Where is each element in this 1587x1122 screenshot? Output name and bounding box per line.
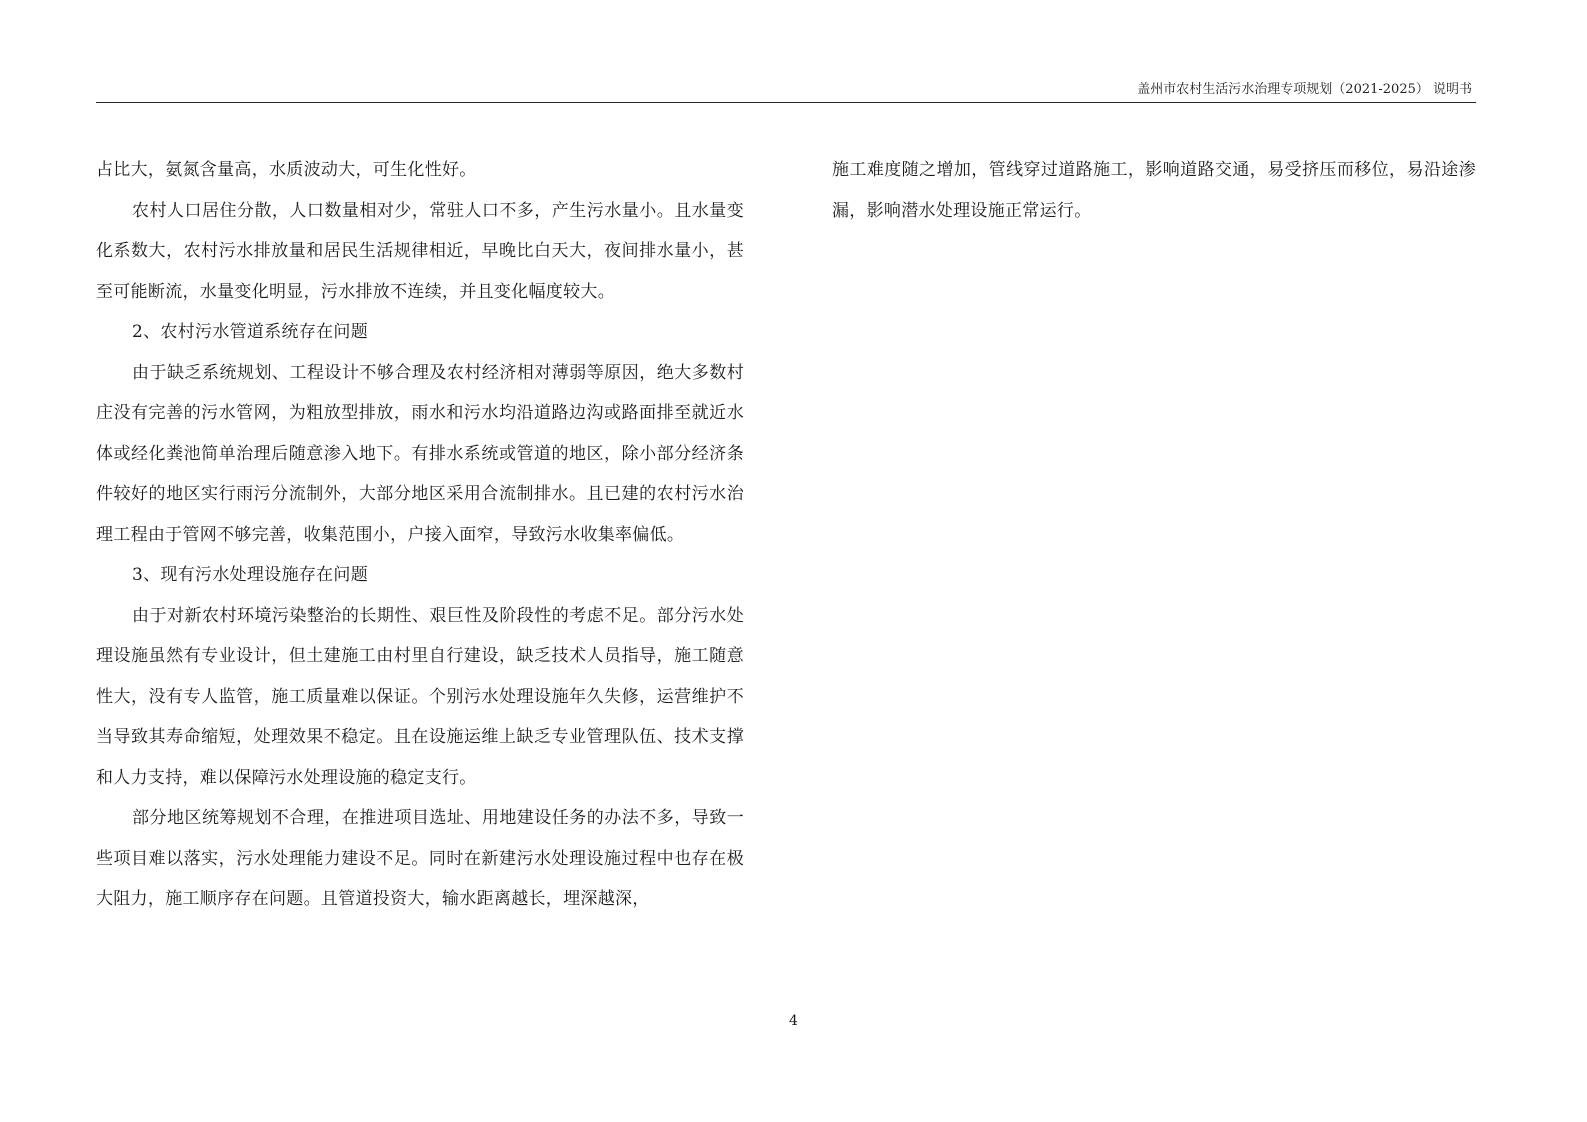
document-title: 盖州市农村生活污水治理专项规划（2021-2025） 说明书: [1137, 82, 1472, 97]
paragraph-continuation: 占比大，氨氮含量高，水质波动大，可生化性好。: [96, 160, 477, 180]
page-number: 4: [789, 1013, 798, 1029]
paragraph-pipeline-issues: 由于缺乏系统规划、工程设计不够合理及农村经济相对薄弱等原因，绝大多数村庄没有完善的污水管网，为粗放型排放，雨水和污水均沿道路边沟或路面排至就近水体或经化粪池简单治理后随意渗入地下。有排水系统或管道的地区，除小部分经济条件较好的地区实行雨污分流制外，大部分地区采用合流制排水。且已建的农村污水治理工程由于管网不够完善，收集范围小，户接入面窄，导致污水收集率偏低。: [96, 362, 744, 545]
right-column: [832, 150, 1476, 231]
running-header: [96, 78, 1476, 103]
left-column: [96, 150, 744, 920]
paragraph-facility-issues: 由于对新农村环境污染整治的长期性、艰巨性及阶段性的考虑不足。部分污水处理设施虽然有专业设计，但土建施工由村里自行建设，缺乏技术人员指导，施工随意性大，没有专人监管，施工质量难以保证。个别污水处理设施年久失修，运营维护不当导致其寿命缩短，处理效果不稳定。且在设施运维上缺乏专业管理队伍、技术支撑和人力支持，难以保障污水处理设施的稳定支行。: [96, 605, 744, 788]
paragraph-planning-issues: 部分地区统筹规划不合理，在推进项目选址、用地建设任务的办法不多，导致一些项目难以落实，污水处理能力建设不足。同时在新建污水处理设施过程中也存在极大阻力，施工顺序存在问题。且管道投资大，输水距离越长，埋深越深，: [96, 808, 744, 909]
section-heading-facility-issues: 3、现有污水处理设施存在问题: [132, 565, 369, 585]
paragraph-construction-difficulty: 施工难度随之增加，管线穿过道路施工，影响道路交通，易受挤压而移位，易沿途渗漏，影响潜水处理设施正常运行。: [832, 160, 1476, 221]
paragraph-rural-population: 农村人口居住分散，人口数量相对少，常驻人口不多，产生污水量小。且水量变化系数大，农村污水排放量和居民生活规律相近，早晚比白天大，夜间排水量小，甚至可能断流，水量变化明显，污水排放不连续，并且变化幅度较大。: [96, 200, 744, 302]
section-heading-pipeline-issues: 2、农村污水管道系统存在问题: [132, 322, 369, 342]
